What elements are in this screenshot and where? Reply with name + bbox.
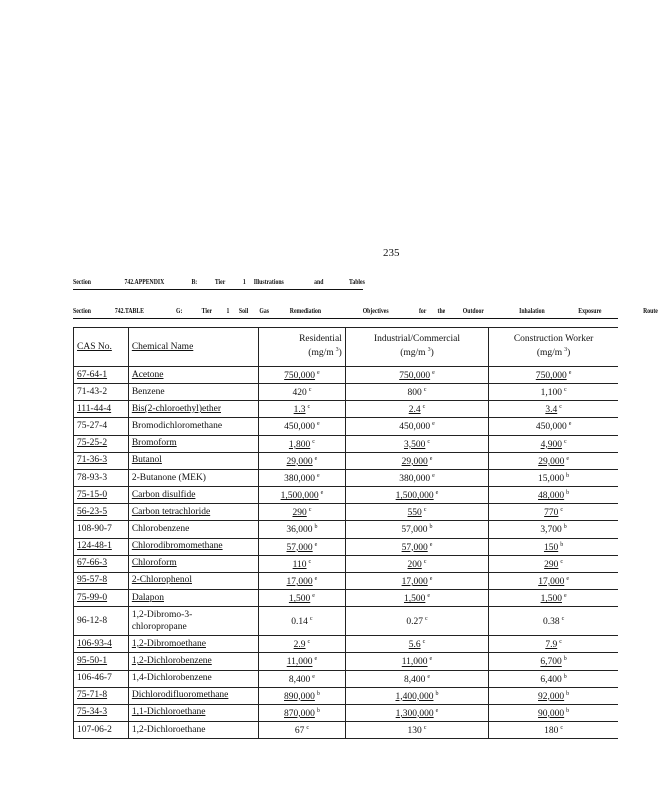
industrial-value-cell: 5.6 $^c$ xyxy=(345,636,488,653)
chemical-name-cell: Bromoform xyxy=(128,435,258,452)
header-word: and xyxy=(314,278,324,286)
residential-value-cell: 380,000 $^e$ xyxy=(259,469,346,486)
cas-number-cell: 75-71-8 xyxy=(74,687,129,704)
residential-value-cell: 450,000 $^e$ xyxy=(259,418,346,435)
residential-value-cell: 17,000 $^e$ xyxy=(259,572,346,589)
residential-value-cell: 1,500,000 $^e$ xyxy=(259,487,346,504)
cas-number-cell: 124-48-1 xyxy=(74,538,129,555)
residential-value-cell: 1,500 $^e$ xyxy=(259,590,346,607)
cas-number-cell: 75-99-0 xyxy=(74,590,129,607)
appendix-header-underline xyxy=(73,289,363,290)
header-word: G: xyxy=(176,307,183,315)
industrial-value-cell: 2.4 $^c$ xyxy=(345,401,488,418)
chemical-name-cell: Dalapon xyxy=(128,590,258,607)
table-row xyxy=(74,504,619,521)
industrial-value-cell: 29,000 $^e$ xyxy=(345,452,488,469)
residential-value-cell: 890,000 $^b$ xyxy=(259,687,346,704)
chemical-name-cell: Chlorobenzene xyxy=(128,521,258,538)
table-row xyxy=(74,367,619,384)
table-row xyxy=(74,636,619,653)
construction-value-cell: 92,000 $^b$ xyxy=(489,687,618,704)
residential-value-cell: 1,800 $^c$ xyxy=(259,435,346,452)
chemical-name-cell: 1,2-Dichloroethane xyxy=(128,721,258,738)
table-row xyxy=(74,572,619,589)
cas-number-cell: 75-25-2 xyxy=(74,435,129,452)
industrial-value-cell: 450,000 $^e$ xyxy=(345,418,488,435)
table-row xyxy=(74,384,619,401)
table-row xyxy=(74,469,619,486)
header-word: Objectives xyxy=(362,307,389,315)
table-row xyxy=(74,538,619,555)
construction-value-cell: 17,000 $^e$ xyxy=(489,572,618,589)
residential-value-cell: 0.14 $^c$ xyxy=(259,607,346,636)
table-title xyxy=(73,307,658,315)
header-word: Route xyxy=(643,307,658,315)
construction-value-cell: 3.4 $^c$ xyxy=(489,401,618,418)
chemical-name-cell: Acetone xyxy=(128,367,258,384)
header-word: B: xyxy=(191,278,198,286)
chemical-name-cell: Dichlorodifluoromethane xyxy=(128,687,258,704)
cas-number-cell: 106-46-7 xyxy=(74,670,129,687)
construction-value-cell: 770 $^c$ xyxy=(489,504,618,521)
table-row xyxy=(74,670,619,687)
construction-value-cell: 0.38 $^c$ xyxy=(489,607,618,636)
chemical-name-cell: Chloroform xyxy=(128,555,258,572)
table-row xyxy=(74,452,619,469)
header-word: Tier xyxy=(201,307,213,315)
chemical-name-cell: Chlorodibromomethane xyxy=(128,538,258,555)
residential-value-cell: 67 $^c$ xyxy=(259,721,346,738)
construction-value-cell: 180 $^c$ xyxy=(489,721,618,738)
table-row xyxy=(74,607,619,636)
chemical-name-cell: Bromodichloromethane xyxy=(128,418,258,435)
residential-value-cell: 420 $^c$ xyxy=(259,384,346,401)
industrial-value-cell: 1,300,000 $^e$ xyxy=(345,704,488,721)
construction-value-cell: 29,000 $^e$ xyxy=(489,452,618,469)
cas-number-cell: 107-06-2 xyxy=(74,721,129,738)
industrial-value-cell: 57,000 $^e$ xyxy=(345,538,488,555)
residential-value-cell: 290 $^c$ xyxy=(259,504,346,521)
residential-value-cell: 870,000 $^b$ xyxy=(259,704,346,721)
table-row xyxy=(74,521,619,538)
table-title-underline xyxy=(73,318,618,319)
cas-number-cell: 108-90-7 xyxy=(74,521,129,538)
cas-number-cell: 106-93-4 xyxy=(74,636,129,653)
table-row xyxy=(74,687,619,704)
construction-value-cell: 6,400 $^b$ xyxy=(489,670,618,687)
residential-value-cell: 57,000 $^e$ xyxy=(259,538,346,555)
chemical-name-cell: 1,2-Dibromo-3-chloropropane xyxy=(128,607,258,636)
table-row xyxy=(74,590,619,607)
construction-value-cell: 3,700 $^b$ xyxy=(489,521,618,538)
header-word: Illustrations xyxy=(253,278,284,286)
header-word: Exposure xyxy=(578,307,602,315)
industrial-value-cell: 1,500 $^e$ xyxy=(345,590,488,607)
table-row xyxy=(74,401,619,418)
header-word: Tier xyxy=(214,278,226,286)
header-chemical-name: Chemical Name xyxy=(128,328,258,367)
table-header-row xyxy=(74,328,619,367)
header-residential: Residential (mg/m $^3$) xyxy=(259,328,346,367)
construction-value-cell: 450,000 $^e$ xyxy=(489,418,618,435)
table-row xyxy=(74,555,619,572)
header-word: 1 xyxy=(242,278,246,286)
header-word: Soil xyxy=(238,307,249,315)
industrial-value-cell: 800 $^c$ xyxy=(345,384,488,401)
chemical-name-cell: 1,2-Dibromoethane xyxy=(128,636,258,653)
chemical-name-cell: 1,2-Dichlorobenzene xyxy=(128,653,258,670)
header-word: 742.TABLE xyxy=(114,307,145,315)
header-cas: CAS No. xyxy=(74,328,129,367)
chemical-name-cell: Carbon tetrachloride xyxy=(128,504,258,521)
construction-value-cell: 750,000 $^e$ xyxy=(489,367,618,384)
construction-value-cell: 6,700 $^b$ xyxy=(489,653,618,670)
industrial-value-cell: 750,000 $^e$ xyxy=(345,367,488,384)
cas-number-cell: 67-64-1 xyxy=(74,367,129,384)
page-number: 235 xyxy=(383,247,400,259)
chemical-name-cell: 1,4-Dichlorobenzene xyxy=(128,670,258,687)
construction-value-cell: 15,000 $^b$ xyxy=(489,469,618,486)
table-row xyxy=(74,435,619,452)
header-word: the xyxy=(437,307,446,315)
header-word: Outdoor xyxy=(462,307,484,315)
cas-number-cell: 95-57-8 xyxy=(74,572,129,589)
header-word: Tables xyxy=(349,278,365,286)
cas-number-cell: 56-23-5 xyxy=(74,504,129,521)
cas-number-cell: 95-50-1 xyxy=(74,653,129,670)
chemical-name-cell: Butanol xyxy=(128,452,258,469)
industrial-value-cell: 0.27 $^c$ xyxy=(345,607,488,636)
industrial-value-cell: 11,000 $^e$ xyxy=(345,653,488,670)
soil-gas-objectives-table xyxy=(73,327,618,739)
chemical-name-cell: Bis(2-chloroethyl)ether xyxy=(128,401,258,418)
construction-value-cell: 4,900 $^c$ xyxy=(489,435,618,452)
construction-value-cell: 48,000 $^b$ xyxy=(489,487,618,504)
cas-number-cell: 111-44-4 xyxy=(74,401,129,418)
header-word: Section xyxy=(73,307,91,315)
industrial-value-cell: 57,000 $^b$ xyxy=(345,521,488,538)
construction-value-cell: 7.9 $^c$ xyxy=(489,636,618,653)
header-industrial-commercial: Industrial/Commercial (mg/m $^3$) xyxy=(345,328,488,367)
industrial-value-cell: 550 $^c$ xyxy=(345,504,488,521)
construction-value-cell: 290 $^c$ xyxy=(489,555,618,572)
header-word: 1 xyxy=(226,307,230,315)
chemical-name-cell: 2-Chlorophenol xyxy=(128,572,258,589)
construction-value-cell: 90,000 $^b$ xyxy=(489,704,618,721)
industrial-value-cell: 200 $^c$ xyxy=(345,555,488,572)
residential-value-cell: 1.3 $^c$ xyxy=(259,401,346,418)
header-word: for xyxy=(418,307,427,315)
chemical-name-cell: 1,1-Dichloroethane xyxy=(128,704,258,721)
residential-value-cell: 11,000 $^e$ xyxy=(259,653,346,670)
header-word: Inhalation xyxy=(519,307,545,315)
header-word: Gas xyxy=(259,307,269,315)
header-construction-worker: Construction Worker (mg/m $^3$) xyxy=(489,328,618,367)
table-row xyxy=(74,653,619,670)
cas-number-cell: 71-43-2 xyxy=(74,384,129,401)
cas-number-cell: 75-15-0 xyxy=(74,487,129,504)
construction-value-cell: 1,100 $^c$ xyxy=(489,384,618,401)
industrial-value-cell: 17,000 $^e$ xyxy=(345,572,488,589)
header-word: 742.APPENDIX xyxy=(124,278,165,286)
residential-value-cell: 750,000 $^e$ xyxy=(259,367,346,384)
residential-value-cell: 110 $^c$ xyxy=(259,555,346,572)
industrial-value-cell: 1,400,000 $^b$ xyxy=(345,687,488,704)
table-row xyxy=(74,418,619,435)
industrial-value-cell: 8,400 $^e$ xyxy=(345,670,488,687)
industrial-value-cell: 1,500,000 $^e$ xyxy=(345,487,488,504)
header-word: Section xyxy=(73,278,91,286)
industrial-value-cell: 3,500 $^c$ xyxy=(345,435,488,452)
cas-number-cell: 78-93-3 xyxy=(74,469,129,486)
chemical-name-cell: Benzene xyxy=(128,384,258,401)
cas-number-cell: 75-27-4 xyxy=(74,418,129,435)
industrial-value-cell: 130 $^c$ xyxy=(345,721,488,738)
cas-number-cell: 71-36-3 xyxy=(74,452,129,469)
industrial-value-cell: 380,000 $^e$ xyxy=(345,469,488,486)
residential-value-cell: 2.9 $^c$ xyxy=(259,636,346,653)
residential-value-cell: 8,400 $^e$ xyxy=(259,670,346,687)
table-row xyxy=(74,721,619,738)
cas-number-cell: 67-66-3 xyxy=(74,555,129,572)
appendix-header xyxy=(73,278,365,286)
header-word: Remediation xyxy=(289,307,322,315)
construction-value-cell: 150 $^b$ xyxy=(489,538,618,555)
chemical-name-cell: 2-Butanone (MEK) xyxy=(128,469,258,486)
table-row xyxy=(74,487,619,504)
construction-value-cell: 1,500 $^e$ xyxy=(489,590,618,607)
residential-value-cell: 29,000 $^e$ xyxy=(259,452,346,469)
chemical-name-cell: Carbon disulfide xyxy=(128,487,258,504)
residential-value-cell: 36,000 $^b$ xyxy=(259,521,346,538)
cas-number-cell: 96-12-8 xyxy=(74,607,129,636)
table-row xyxy=(74,704,619,721)
cas-number-cell: 75-34-3 xyxy=(74,704,129,721)
